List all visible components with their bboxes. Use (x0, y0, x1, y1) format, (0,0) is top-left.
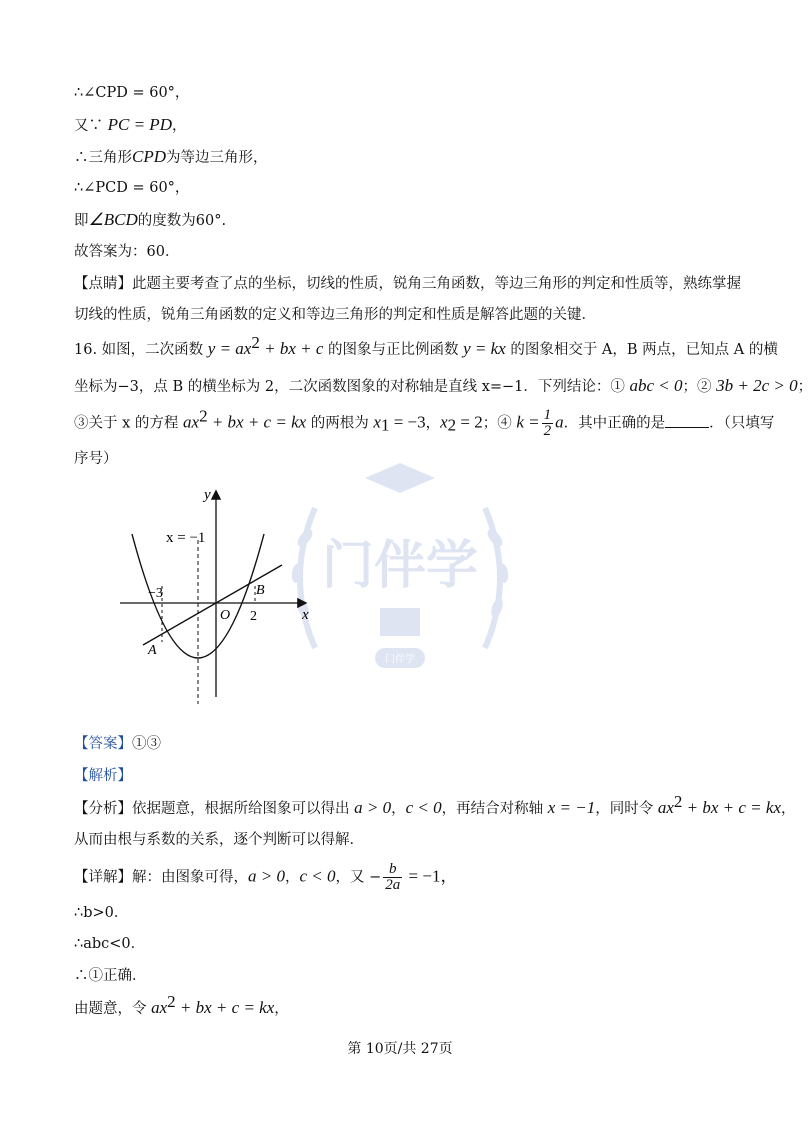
line-comment-1: 【点睛】此题主要考查了点的坐标，切线的性质，锐角三角函数，等边三角形的判定和性质等，熟练掌握 (74, 276, 741, 292)
detail-line-4: ∴①正确． (74, 968, 147, 984)
problem-line-2: 坐标为−3，点 B 的横坐标为 2，二次函数图象的对称轴是直线 x=−1．下列结论：① abc < 0；② 3b + 2c > 0； (74, 376, 812, 395)
analysis-label: 【解析】 (74, 768, 132, 784)
detail-line-5: 由题意，令 $ax^2$ + bx + c = kx， (74, 992, 289, 1017)
line-angle-cpd: ∴∠CPD = 60°， (74, 85, 190, 101)
tick-label-minus-3: −3 (148, 586, 163, 601)
origin-label: O (220, 608, 231, 623)
line-pc-pd: 又∵ PC = PD， (74, 115, 187, 134)
answer-blank[interactable] (665, 413, 709, 428)
line-angle-bcd: 即∠BCD的度数为60°. (74, 210, 227, 229)
watermark-text: 门伴学 (321, 536, 479, 596)
fraction-b-over-2a: $\frac{b}{2a}$ (385, 861, 401, 893)
symmetry-axis-label: x = −1 (166, 530, 206, 546)
analysis-line-1: 【分析】依据题意，根据所给图象可以得出 a > 0，c < 0，再结合对称轴 x = −1，同时令 $ax^2$ + bx + c = kx， (74, 792, 796, 817)
line-answer-60: 故答案为：60． (74, 244, 180, 260)
fraction-one-half: $\frac{1}{2}$ (543, 407, 552, 439)
problem-line-1: 16. 如图，二次函数 $y = ax^2$ + bx + c 的图象与正比例函数 y = kx 的图象相交于 A，B 两点，已知点 A 的横 (74, 333, 778, 358)
x-axis-label: x (302, 607, 309, 623)
watermark-badge: 门伴学 (385, 654, 415, 665)
line-angle-pcd: ∴∠PCD = 60°， (74, 180, 190, 196)
tick-label-2: 2 (250, 609, 257, 624)
detail-line-2: ∴b>0． (74, 905, 129, 921)
problem-line-3: ③关于 x 的方程 $ax^2$ + bx + c = kx 的两根为 $x_1 = -3$，$x_2 = 2$；④ k = $\frac{1}{2}$ a．其中正确的是 ．（只填写 (74, 406, 775, 439)
analysis-line-2: 从而由根与系数的关系，逐个判断可以得解． (74, 832, 364, 848)
problem-line-4: 序号） (74, 451, 118, 467)
y-axis-label: y (204, 487, 211, 503)
answer-line: 【答案】①③ (74, 736, 161, 752)
detail-line-1: 【详解】解：由图象可得，a > 0，c < 0，又 − $\frac{b}{2a}$ = −1， (74, 861, 458, 893)
point-a-label: A (148, 643, 157, 658)
point-b-label: B (256, 583, 265, 598)
line-comment-2: 切线的性质，锐角三角函数的定义和等边三角形的判定和性质是解答此题的关键． (74, 307, 596, 323)
proportional-line (143, 565, 282, 645)
line-equilateral: ∴三角形CPD为等边三角形， (74, 147, 268, 166)
detail-line-3: ∴abc<0． (74, 936, 146, 952)
page-footer: 第 10页/共 27页 (347, 1041, 453, 1057)
function-graph (110, 482, 320, 707)
